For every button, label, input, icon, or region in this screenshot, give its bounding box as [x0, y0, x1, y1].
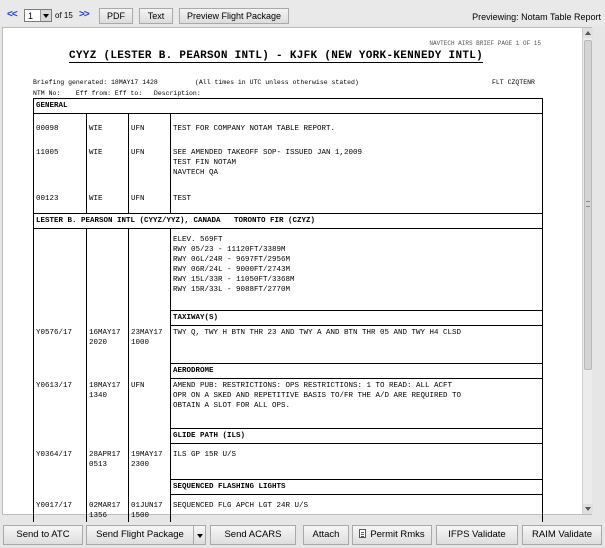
blank-cell	[87, 429, 129, 444]
scroll-thumb[interactable]	[584, 40, 592, 370]
eff-to: UFN	[129, 114, 171, 142]
table-row	[34, 326, 543, 364]
section-title: LESTER B. PEARSON INTL (CYYZ/YYZ), CANADA TORONTO FIR (CZYZ)	[34, 214, 543, 229]
send-flight-package-button[interactable]: Send Flight Package	[86, 525, 194, 545]
previewing-label: Previewing: Notam Table Report	[472, 12, 601, 22]
ntm-number: 00123	[34, 188, 87, 214]
eff-to: UFN	[129, 142, 171, 188]
vertical-scrollbar[interactable]	[582, 28, 592, 514]
ntm-number: Y0613/17	[34, 379, 87, 429]
section-cyyz	[34, 214, 543, 229]
eff-from: 28APR17 0513	[87, 444, 129, 480]
eff-from: WIE	[87, 188, 129, 214]
eff-from	[87, 229, 129, 311]
subsection-title: AERODROME	[171, 364, 543, 379]
eff-from: 18MAY17 1340	[87, 379, 129, 429]
text-button[interactable]: Text	[139, 8, 173, 24]
description: TWY Q, TWY H BTN THR 23 AND TWY A AND BTN THR 05 AND TWY H4 CLSD	[171, 326, 543, 364]
eff-from: WIE	[87, 142, 129, 188]
eff-to: 23MAY17 1000	[129, 326, 171, 364]
subsection-title: TAXIWAY(S)	[171, 311, 543, 326]
eff-to: UFN	[129, 379, 171, 429]
brief-page-header: NAVTECH AIRS BRIEF PAGE 1 OF 15	[429, 40, 541, 47]
blank-cell	[129, 364, 171, 379]
blank-cell	[129, 429, 171, 444]
notam-report	[3, 28, 581, 520]
subsection-title: GLIDE PATH (ILS)	[171, 429, 543, 444]
subsection-flashing-lights	[34, 480, 543, 495]
scroll-up-icon[interactable]	[583, 28, 593, 38]
eff-to: UFN	[129, 188, 171, 214]
toolbar	[0, 0, 605, 26]
flt-label: FLT CZQTENR	[492, 79, 535, 86]
description: TEST FOR COMPANY NOTAM TABLE REPORT.	[171, 114, 543, 142]
send-acars-button[interactable]: Send ACARS	[210, 525, 296, 545]
blank-cell	[87, 311, 129, 326]
eff-to	[129, 229, 171, 311]
description: ELEV. 569FT RWY 05/23 - 11120FT/3389M RWY 06L/24R - 9697FT/2956M RWY 06R/24L - 9000FT/2743M RWY 15L/33R - 11050FT/3368M RWY 15R/33L - 9088FT/2770M	[171, 229, 543, 311]
ifps-validate-button[interactable]: IFPS Validate	[436, 525, 518, 545]
chevron-down-icon[interactable]	[40, 10, 51, 21]
page-select[interactable]	[24, 9, 52, 22]
scroll-down-icon[interactable]	[583, 504, 593, 514]
send-flight-package-dropdown[interactable]	[194, 525, 206, 545]
description: SEE AMENDED TAKEOFF SOP- ISSUED JAN 1,2009 TEST FIN NOTAM NAVTECH QA	[171, 142, 543, 188]
preview-flight-package-button[interactable]: Preview Flight Package	[179, 8, 289, 24]
eff-from: WIE	[87, 114, 129, 142]
table-row	[34, 114, 543, 142]
blank-cell	[129, 311, 171, 326]
send-to-atc-button[interactable]: Send to ATC	[3, 525, 83, 545]
utc-note: (All times in UTC unless otherwise stated)	[195, 79, 359, 86]
description: ILS GP 15R U/S	[171, 444, 543, 480]
blank-cell	[87, 480, 129, 495]
subsection-title: SEQUENCED FLASHING LIGHTS	[171, 480, 543, 495]
ntm-number: Y0576/17	[34, 326, 87, 364]
next-page-link[interactable]: >>	[79, 9, 89, 20]
eff-from: 02MAR17 1356	[87, 495, 129, 531]
route-title: CYYZ (LESTER B. PEARSON INTL) - KJFK (NEW YORK-KENNEDY INTL)	[69, 50, 484, 62]
prev-page-link[interactable]: <<	[7, 9, 17, 20]
pdf-button[interactable]: PDF	[99, 8, 133, 24]
permit-rmks-label: Permit Rmks	[370, 529, 425, 540]
blank-cell	[34, 364, 87, 379]
ntm-number: 00098	[34, 114, 87, 142]
blank-cell	[34, 311, 87, 326]
table-row	[34, 188, 543, 214]
ntm-number: 11005	[34, 142, 87, 188]
column-headers: NTM No: Eff from: Eff to: Description:	[33, 90, 201, 97]
description: TEST	[171, 188, 543, 214]
description: SEQUENCED FLG APCH LGT 24R U/S	[171, 495, 543, 531]
action-bar	[0, 522, 605, 548]
subsection-taxiway	[34, 311, 543, 326]
eff-to: 01JUN17 1500	[129, 495, 171, 531]
page-select-value: 1	[28, 11, 34, 21]
page-count-label: of 15	[55, 11, 73, 20]
document-icon	[359, 529, 366, 538]
document-viewer[interactable]	[2, 27, 592, 520]
subsection-aerodrome	[34, 364, 543, 379]
blank-cell	[129, 480, 171, 495]
table-row	[34, 229, 543, 311]
subsection-glide-path	[34, 429, 543, 444]
notam-table	[33, 98, 543, 531]
table-row	[34, 142, 543, 188]
briefing-generated: Briefing generated: 18MAY17 1428	[33, 79, 158, 86]
eff-from: 16MAY17 2020	[87, 326, 129, 364]
raim-validate-button[interactable]: RAIM Validate	[522, 525, 602, 545]
attach-button[interactable]: Attach	[303, 525, 349, 545]
section-general	[34, 99, 543, 114]
grip-icon	[586, 201, 590, 207]
description: AMEND PUB: RESTRICTIONS: OPS RESTRICTIONS: 1 TO READ: ALL ACFT OPR ON A SKED AND REPETITIVE BASIS TO/FR THE A/D ARE REQUIRED TO OBTAIN A SLOT FOR ALL OPS.	[171, 379, 543, 429]
ntm-number	[34, 229, 87, 311]
section-title: GENERAL	[34, 99, 543, 114]
table-row	[34, 379, 543, 429]
ntm-number: Y0017/17	[34, 495, 87, 531]
blank-cell	[87, 364, 129, 379]
permit-rmks-button[interactable]	[352, 525, 432, 545]
blank-cell	[34, 480, 87, 495]
blank-cell	[34, 429, 87, 444]
ntm-number: Y0364/17	[34, 444, 87, 480]
table-row	[34, 444, 543, 480]
eff-to: 19MAY17 2300	[129, 444, 171, 480]
